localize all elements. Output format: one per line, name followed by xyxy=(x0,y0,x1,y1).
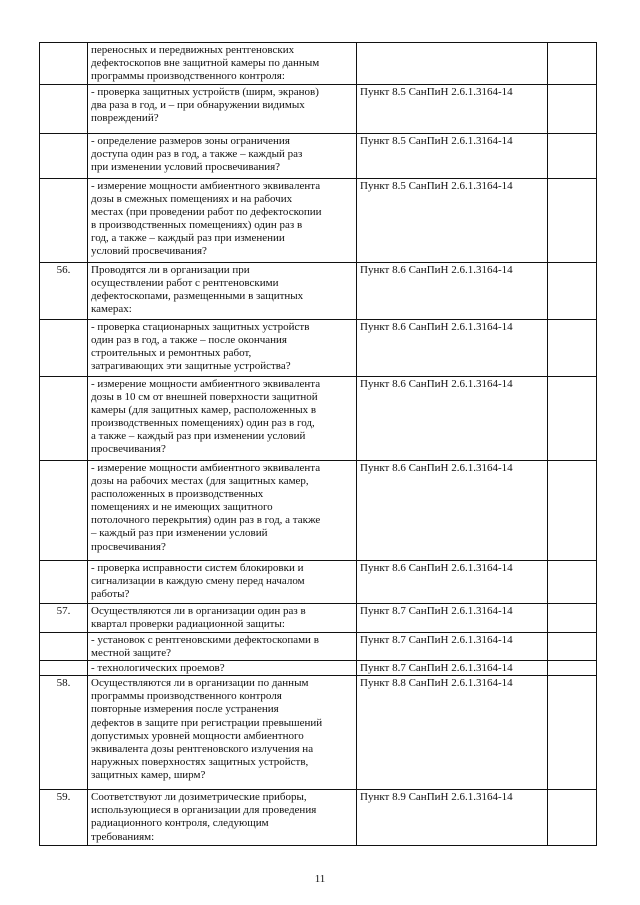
answer-cell xyxy=(548,85,597,134)
table-row xyxy=(40,85,597,134)
question-text: Проводятся ли в организации при осуществлении работ с рентгеновскими дефектоскопами, размещенными в защитных камерах: xyxy=(88,263,357,320)
table-row xyxy=(40,633,597,661)
normative-reference: Пункт 8.7 СанПиН 2.6.1.3164-14 xyxy=(357,604,548,633)
normative-reference: Пункт 8.5 СанПиН 2.6.1.3164-14 xyxy=(357,179,548,263)
page-number: 11 xyxy=(314,873,326,885)
checklist-rows xyxy=(40,43,597,846)
answer-cell xyxy=(548,604,597,633)
question-text: - измерение мощности амбиентного эквивалента дозы на рабочих местах (для защитных камер, расположенных в производственных помещениях и не имеющих защитного потолочного перекрытия) один раз в год, а также – каждый раз при изменении условий просвечивания? xyxy=(88,461,357,561)
answer-cell xyxy=(548,263,597,320)
question-text: - определение размеров зоны ограничения доступа один раз в год, а также – каждый раз при изменении условий просвечивания? xyxy=(88,134,357,179)
item-number xyxy=(40,461,88,561)
question-text: Соответствуют ли дозиметрические приборы, использующиеся в организации для проведения радиационного контроля, следующим требованиям: xyxy=(88,790,357,846)
normative-reference: Пункт 8.7 СанПиН 2.6.1.3164-14 xyxy=(357,633,548,661)
table-row xyxy=(40,604,597,633)
item-number xyxy=(40,661,88,676)
table-row xyxy=(40,134,597,179)
table-row xyxy=(40,43,597,85)
normative-reference: Пункт 8.6 СанПиН 2.6.1.3164-14 xyxy=(357,320,548,377)
normative-reference: Пункт 8.6 СанПиН 2.6.1.3164-14 xyxy=(357,377,548,461)
answer-cell xyxy=(548,676,597,790)
table-row xyxy=(40,179,597,263)
answer-cell xyxy=(548,134,597,179)
answer-cell xyxy=(548,461,597,561)
item-number: 59. xyxy=(40,790,88,846)
question-text: - измерение мощности амбиентного эквивалента дозы в 10 см от внешней поверхности защитной камеры (для защитных камер, расположенных в производственных помещениях) один раз в год, а также – каждый раз при изменении условий просвечивания? xyxy=(88,377,357,461)
table-row xyxy=(40,676,597,790)
question-text: - проверка исправности систем блокировки и сигнализации в каждую смену перед началом работы? xyxy=(88,561,357,604)
normative-reference: Пункт 8.6 СанПиН 2.6.1.3164-14 xyxy=(357,263,548,320)
item-number xyxy=(40,179,88,263)
table-row xyxy=(40,320,597,377)
item-number xyxy=(40,134,88,179)
question-text: - проверка защитных устройств (ширм, экранов) два раза в год, и – при обнаружении видимых повреждений? xyxy=(88,85,357,134)
answer-cell xyxy=(548,633,597,661)
question-text: Осуществляются ли в организации по данным программы производственного контроля повторные измерения после устранения дефектов в защите при регистрации превышений допустимых уровней мощности амбиентного эквивалента дозы рентгеновского излучения на наружных поверхностях защитных устройств, защитных камер, ширм? xyxy=(88,676,357,790)
item-number xyxy=(40,377,88,461)
answer-cell xyxy=(548,790,597,846)
item-number xyxy=(40,43,88,85)
answer-cell xyxy=(548,179,597,263)
item-number xyxy=(40,633,88,661)
question-text: - измерение мощности амбиентного эквивалента дозы в смежных помещениях и на рабочих местах (при проведении работ по дефектоскопии в производственных помещениях) один раз в год, а также – каждый раз при изменении условий просвечивания? xyxy=(88,179,357,263)
table-row xyxy=(40,661,597,676)
question-text: Осуществляются ли в организации один раз в квартал проверки радиационной защиты: xyxy=(88,604,357,633)
answer-cell xyxy=(548,320,597,377)
table-row xyxy=(40,263,597,320)
normative-reference: Пункт 8.8 СанПиН 2.6.1.3164-14 xyxy=(357,676,548,790)
question-text: - установок с рентгеновскими дефектоскопами в местной защите? xyxy=(88,633,357,661)
item-number xyxy=(40,561,88,604)
normative-reference: Пункт 8.5 СанПиН 2.6.1.3164-14 xyxy=(357,134,548,179)
normative-reference: Пункт 8.7 СанПиН 2.6.1.3164-14 xyxy=(357,661,548,676)
answer-cell xyxy=(548,661,597,676)
table-row xyxy=(40,461,597,561)
normative-reference: Пункт 8.5 СанПиН 2.6.1.3164-14 xyxy=(357,85,548,134)
table-row xyxy=(40,561,597,604)
item-number: 56. xyxy=(40,263,88,320)
checklist-table xyxy=(39,42,597,846)
normative-reference xyxy=(357,43,548,85)
normative-reference: Пункт 8.9 СанПиН 2.6.1.3164-14 xyxy=(357,790,548,846)
item-number xyxy=(40,320,88,377)
question-text: - технологических проемов? xyxy=(88,661,357,676)
question-text: - проверка стационарных защитных устройств один раз в год, а также – после окончания строительных и ремонтных работ, затрагивающих эти защитные устройства? xyxy=(88,320,357,377)
normative-reference: Пункт 8.6 СанПиН 2.6.1.3164-14 xyxy=(357,461,548,561)
item-number: 58. xyxy=(40,676,88,790)
answer-cell xyxy=(548,43,597,85)
item-number: 57. xyxy=(40,604,88,633)
answer-cell xyxy=(548,561,597,604)
table-row xyxy=(40,790,597,846)
question-text: переносных и передвижных рентгеновских дефектоскопов вне защитной камеры по данным программы производственного контроля: xyxy=(88,43,357,85)
item-number xyxy=(40,85,88,134)
answer-cell xyxy=(548,377,597,461)
table-row xyxy=(40,377,597,461)
normative-reference: Пункт 8.6 СанПиН 2.6.1.3164-14 xyxy=(357,561,548,604)
